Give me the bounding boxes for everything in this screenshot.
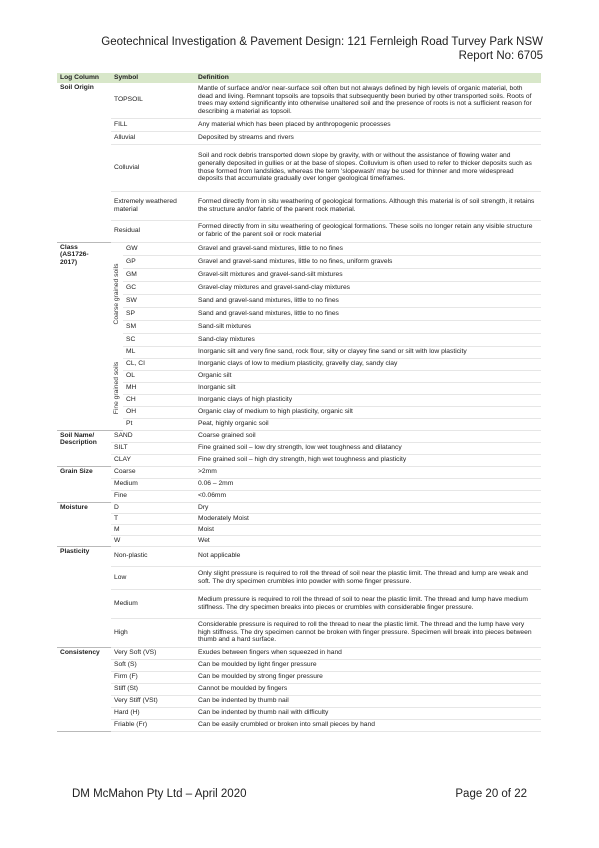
coarse-grained-group-label: Coarse grained soils [113,263,121,325]
symbol-cell: Alluvial [111,131,195,144]
footer-page-number: Page 20 of 22 [455,788,527,800]
definition-cell: Not applicable [195,546,541,566]
definition-cell: Gravel and gravel-sand mixtures, little to no fines [195,242,541,255]
definition-cell: Moderately Moist [195,513,541,524]
definition-cell: Can be moulded by light finger pressure [195,659,541,671]
page-header [101,36,543,63]
definition-cell: Considerable pressure is required to roll the thread to near the plastic limit. The thread and the lump have very high stiffness. The dry specimen cannot be broken with finger pressure. Specimen will break into pieces between thumb and a hard surface. [195,618,541,647]
definition-cell: Moist [195,524,541,535]
category-consistency: Consistency [60,648,100,656]
symbol-cell: Firm (F) [111,671,195,683]
symbol-cell: Colluvial [111,144,195,191]
group-moisture [57,502,541,546]
definition-cell: Can be indented by thumb nail [195,695,541,707]
header-symbol: Symbol [111,73,195,83]
symbol-cell: High [111,618,195,647]
definition-cell: Formed directly from in situ weathering of geological formations. These soils no longer retain any visible structure or fabric of the parent soil or rock material [195,220,541,242]
definition-cell: 0.06 – 2mm [195,478,541,490]
symbol-cell: OL [123,370,195,382]
class-label-line1: Class [60,243,78,251]
symbol-cell: Medium [111,589,195,618]
symbol-cell: SW [123,294,195,307]
definition-cell: Dry [195,502,541,513]
definition-cell: Sand and gravel-sand mixtures, little to no fines [195,307,541,320]
definition-cell: Mantle of surface and/or near-surface soil often but not always defined by high levels of organic material, both dead and living. Remnant topsoils are topsoils that subsequently been buried by other transported soils. Roots of trees may extend significantly into otherwise unaltered soil and the presence of roots is not a sufficient reason for describing a material as topsoil. [195,83,541,118]
soil-name-label-line2: Description [60,439,97,447]
symbol-cell: SM [123,320,195,333]
definition-cell: Sand-silt mixtures [195,320,541,333]
fine-grained-group-label: Fine grained soils [113,361,121,414]
definition-cell: Gravel-clay mixtures and gravel-sand-clay mixtures [195,281,541,294]
symbol-cell: GW [123,242,195,255]
definition-cell: Cannot be moulded by fingers [195,683,541,695]
report-title: Geotechnical Investigation & Pavement Design: 121 Fernleigh Road Turvey Park NSW [101,36,543,48]
definition-cell: Fine grained soil – low dry strength, low wet toughness and dilatancy [195,442,541,454]
symbol-cell: Stiff (St) [111,683,195,695]
footer-company: DM McMahon Pty Ltd – April 2020 [72,788,247,800]
table-header-row [57,73,541,83]
symbol-cell: GP [123,255,195,268]
definition-cell: Can be moulded by strong finger pressure [195,671,541,683]
definition-cell: Formed directly from in situ weathering of geological formations. Although this material is of soil strength, it retains the structure and/or fabric of the parent rock material. [195,191,541,220]
definition-cell: Exudes between fingers when squeezed in hand [195,647,541,659]
group-class [57,242,541,430]
definition-cell: Only slight pressure is required to roll the thread of soil near the plastic limit. The thread and lump are weak and soft. The dry specimen crumbles into powder with some finger pressure. [195,566,541,589]
category-plasticity: Plasticity [60,547,90,555]
symbol-cell: Friable (Fr) [111,719,195,731]
symbol-cell: Very Soft (VS) [111,647,195,659]
definition-cell: Sand-clay mixtures [195,333,541,346]
symbol-cell: Non-plastic [111,546,195,566]
soil-legend-table [57,73,541,732]
header-definition: Definition [195,73,541,83]
class-label-line2: (AS1726- [60,251,89,259]
definition-cell: Gravel and gravel-sand mixtures, little to no fines, uniform gravels [195,255,541,268]
symbol-cell: SP [123,307,195,320]
symbol-cell: SC [123,333,195,346]
symbol-cell: Coarse [111,466,195,478]
symbol-cell: SAND [111,430,195,442]
definition-cell: Fine grained soil – high dry strength, high wet toughness and plasticity [195,454,541,466]
definition-cell: Wet [195,535,541,546]
symbol-cell: T [111,513,195,524]
category-moisture: Moisture [60,503,88,511]
symbol-cell: Soft (S) [111,659,195,671]
category-soil-name [57,430,111,466]
definition-cell: Can be easily crumbled or broken into small pieces by hand [195,719,541,731]
definition-cell: Peat, highly organic soil [195,418,541,430]
definition-cell: Inorganic clays of high plasticity [195,394,541,406]
symbol-cell: Extremely weathered material [111,191,195,220]
definition-cell: Organic clay of medium to high plasticity, organic silt [195,406,541,418]
symbol-cell: TOPSOIL [111,83,195,118]
definition-cell: Sand and gravel-sand mixtures, little to no fines [195,294,541,307]
symbol-cell: CH [123,394,195,406]
category-class [57,242,111,430]
soil-name-label-line1: Soil Name/ [60,431,95,439]
definition-cell: Gravel-silt mixtures and gravel-sand-silt mixtures [195,268,541,281]
group-consistency [57,647,541,731]
definition-cell: Inorganic clays of low to medium plasticity, gravelly clay, sandy clay [195,358,541,370]
header-log-column: Log Column [57,73,111,83]
symbol-cell: FILL [111,118,195,131]
symbol-cell: Hard (H) [111,707,195,719]
category-soil-origin: Soil Origin [60,84,94,91]
symbol-cell: Fine [111,490,195,502]
definition-cell: Any material which has been placed by anthropogenic processes [195,118,541,131]
symbol-cell: OH [123,406,195,418]
group-grain-size [57,466,541,502]
symbol-cell: ML [123,346,195,358]
definition-cell: Organic silt [195,370,541,382]
symbol-cell: CLAY [111,454,195,466]
definition-cell: Can be indented by thumb nail with difficulty [195,707,541,719]
definition-cell: Soil and rock debris transported down slope by gravity, with or without the assistance of flowing water and generally deposited in gullies or at the base of slopes. Colluvium is often used to refer to thicker deposits such as those formed from landslides, whereas the term 'slopewash' may be used for thinner and more widespread deposits that accumulate gradually over longer geological timeframes. [195,144,541,191]
definition-cell: Inorganic silt and very fine sand, rock flour, silty or clayey fine sand or silt with low plasticity [195,346,541,358]
group-soil-name [57,430,541,466]
symbol-cell: MH [123,382,195,394]
definition-cell: Coarse grained soil [195,430,541,442]
symbol-cell: W [111,535,195,546]
definition-cell: >2mm [195,466,541,478]
symbol-cell: CL, CI [123,358,195,370]
group-soil-origin [57,83,541,242]
class-label-line3: 2017) [60,258,78,266]
symbol-cell: Pt [123,418,195,430]
symbol-cell: Medium [111,478,195,490]
symbol-cell: Residual [111,220,195,242]
symbol-cell: SILT [111,442,195,454]
definition-cell: Deposited by streams and rivers [195,131,541,144]
symbol-cell: GC [123,281,195,294]
symbol-cell: GM [123,268,195,281]
symbol-cell: Very Stiff (VSt) [111,695,195,707]
symbol-cell: D [111,502,195,513]
group-plasticity [57,546,541,647]
symbol-cell: M [111,524,195,535]
definition-cell: Inorganic silt [195,382,541,394]
symbol-cell: Low [111,566,195,589]
category-grain-size: Grain Size [60,467,93,475]
definition-cell: <0.06mm [195,490,541,502]
definition-cell: Medium pressure is required to roll the thread of soil to near the plastic limit. The thread and lump have medium stiffness. The dry specimen breaks into pieces or crumbles with considerable finger pressure. [195,589,541,618]
report-number: Report No: 6705 [458,49,543,62]
